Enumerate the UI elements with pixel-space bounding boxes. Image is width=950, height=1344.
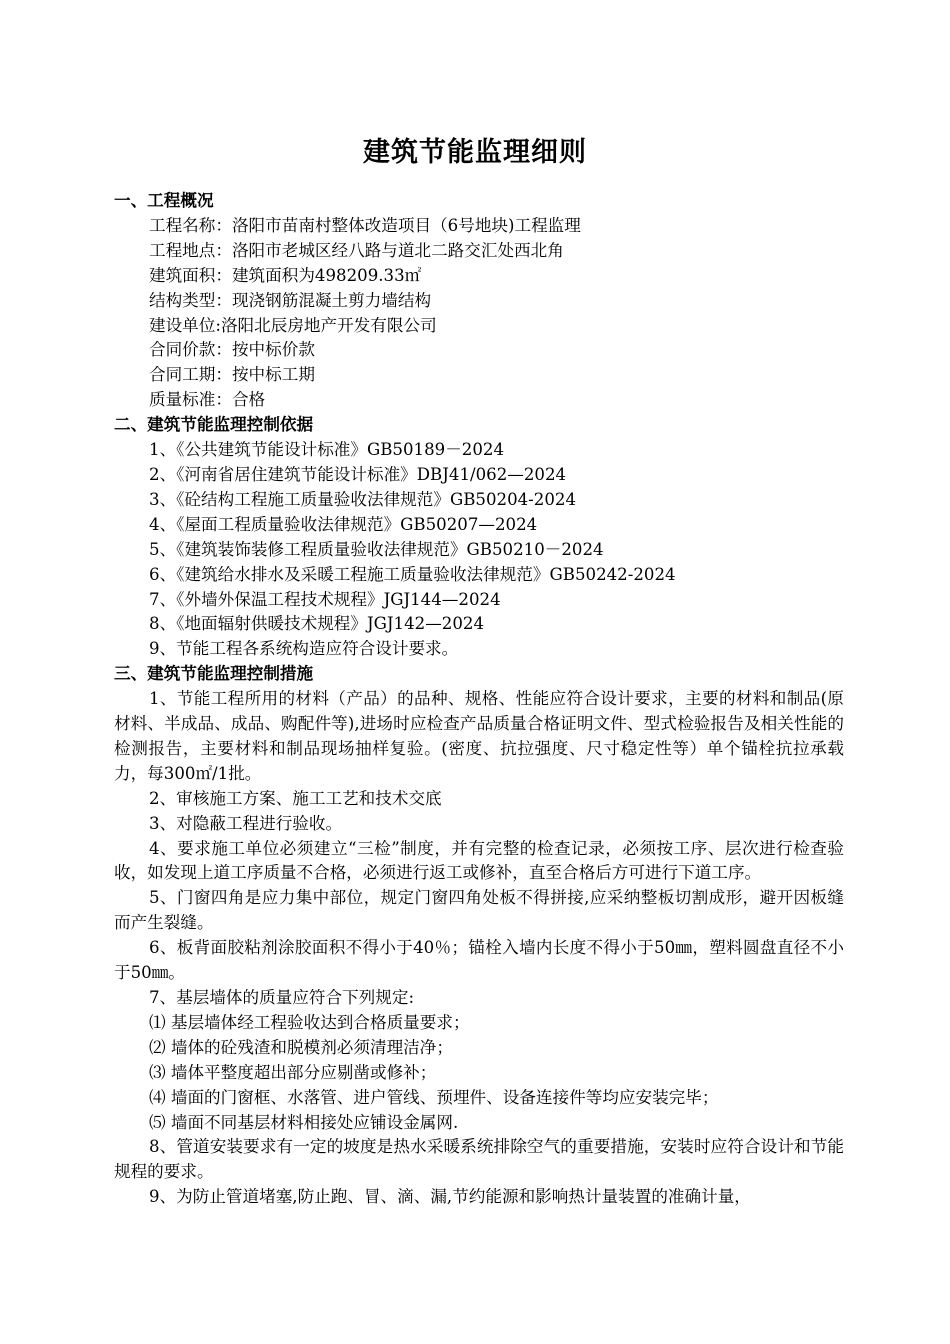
measure-subitem: ⑷ 墙面的门窗框、水落管、进户管线、预埋件、设备连接件等均应安装完毕；: [149, 1087, 719, 1107]
measure-subitem: ⑴ 基层墙体经工程验收达到合格质量要求；: [149, 1012, 470, 1032]
measure-paragraph: 8、管道安装要求有一定的坡度是热水采暖系统排除空气的重要措施，安装时应符合设计和节能规程的要求。: [114, 1137, 844, 1182]
measure-subitem: ⑶ 墙体平整度超出部分应剔凿或修补；: [149, 1062, 437, 1082]
standard-item: 2、《河南省居住建筑节能设计标准》DBJ41/062—2024: [149, 464, 567, 484]
standard-item: 9、节能工程各系统构造应符合设计要求。: [149, 639, 459, 659]
measure-paragraph: 7、基层墙体的质量应符合下列规定:: [149, 988, 415, 1007]
standard-item: 3、《砼结构工程施工质量验收法律规范》GB50204-2024: [149, 489, 577, 509]
structure-type-line: 结构类型：现浇钢筋混凝土剪力墙结构: [149, 290, 432, 310]
section-heading-basis: 二、建筑节能监理控制依据: [114, 415, 314, 435]
project-name-line: 工程名称：洛阳市苗南村整体改造项目（6号地块)工程监理: [149, 215, 581, 235]
measure-subitem: ⑵ 墙体的砼残渣和脱模剂必须清理洁净；: [149, 1037, 453, 1057]
measure-paragraph: 3、对隐蔽工程进行验收。: [149, 813, 343, 833]
standard-item: 1、《公共建筑节能设计标准》GB50189－2024: [149, 440, 505, 460]
building-area-line: 建筑面积：建筑面积为498209.33㎡: [149, 265, 422, 285]
contract-period-line: 合同工期：按中标工期: [149, 365, 315, 385]
measure-paragraph: 6、板背面胶粘剂涂胶面积不得小于40％；锚栓入墙内长度不得小于50㎜，塑料圆盘直径不小于50㎜。: [114, 938, 844, 983]
project-location-line: 工程地点：洛阳市老城区经八路与道北二路交汇处西北角: [149, 240, 564, 260]
document-body: [114, 189, 844, 1210]
measure-paragraph: 1、节能工程所用的材料（产品）的品种、规格、性能应符合设计要求，主要的材料和制品(原材料、半成品、成品、购配件等),进场时应检查产品质量合格证明文件、型式检验报告及相关性能的检测报告，主要材料和制品现场抽样复验。(密度、抗拉强度、尺寸稳定性等）单个锚栓抗拉承载力，每300㎡/1批。: [114, 689, 844, 783]
section-heading-measures: 三、建筑节能监理控制措施: [114, 664, 314, 684]
document-title: 建筑节能监理细则: [363, 137, 587, 168]
standard-item: 7、《外墙外保温工程技术规程》JGJ144—2024: [149, 589, 501, 609]
measure-subitem: ⑸ 墙面不同基层材料相接处应铺设金属网.: [149, 1112, 459, 1132]
measure-paragraph: 9、为防止管道堵塞,防止跑、冒、滴、漏,节约能源和影响热计量装置的准确计量，: [149, 1187, 751, 1207]
measure-paragraph: 4、要求施工单位必须建立“三检”制度，并有完整的检查记录，必须按工序、层次进行检查验收，如发现上道工序质量不合格，必须进行返工或修补，直至合格后方可进行下道工序。: [114, 838, 844, 883]
standard-item: 6、《建筑给水排水及采暖工程施工质量验收法律规范》GB50242-2024: [149, 564, 676, 584]
standard-item: 4、《屋面工程质量验收法律规范》GB50207—2024: [149, 514, 538, 534]
contract-price-line: 合同价款：按中标价款: [149, 340, 315, 360]
measure-paragraph: 2、审核施工方案、施工工艺和技术交底: [149, 788, 442, 808]
section-heading-overview: 一、工程概况: [114, 191, 214, 210]
developer-line: 建设单位:洛阳北辰房地产开发有限公司: [149, 315, 437, 335]
measure-paragraph: 5、门窗四角是应力集中部位，规定门窗四角处板不得拼接,应采纳整板切割成形，避开因板缝而产生裂缝。: [114, 888, 844, 933]
quality-standard-line: 质量标准：合格: [149, 390, 266, 410]
standard-item: 5、《建筑装饰装修工程质量验收法律规范》GB50210－2024: [149, 539, 604, 559]
standard-item: 8、《地面辐射供暖技术规程》JGJ142—2024: [149, 614, 485, 634]
